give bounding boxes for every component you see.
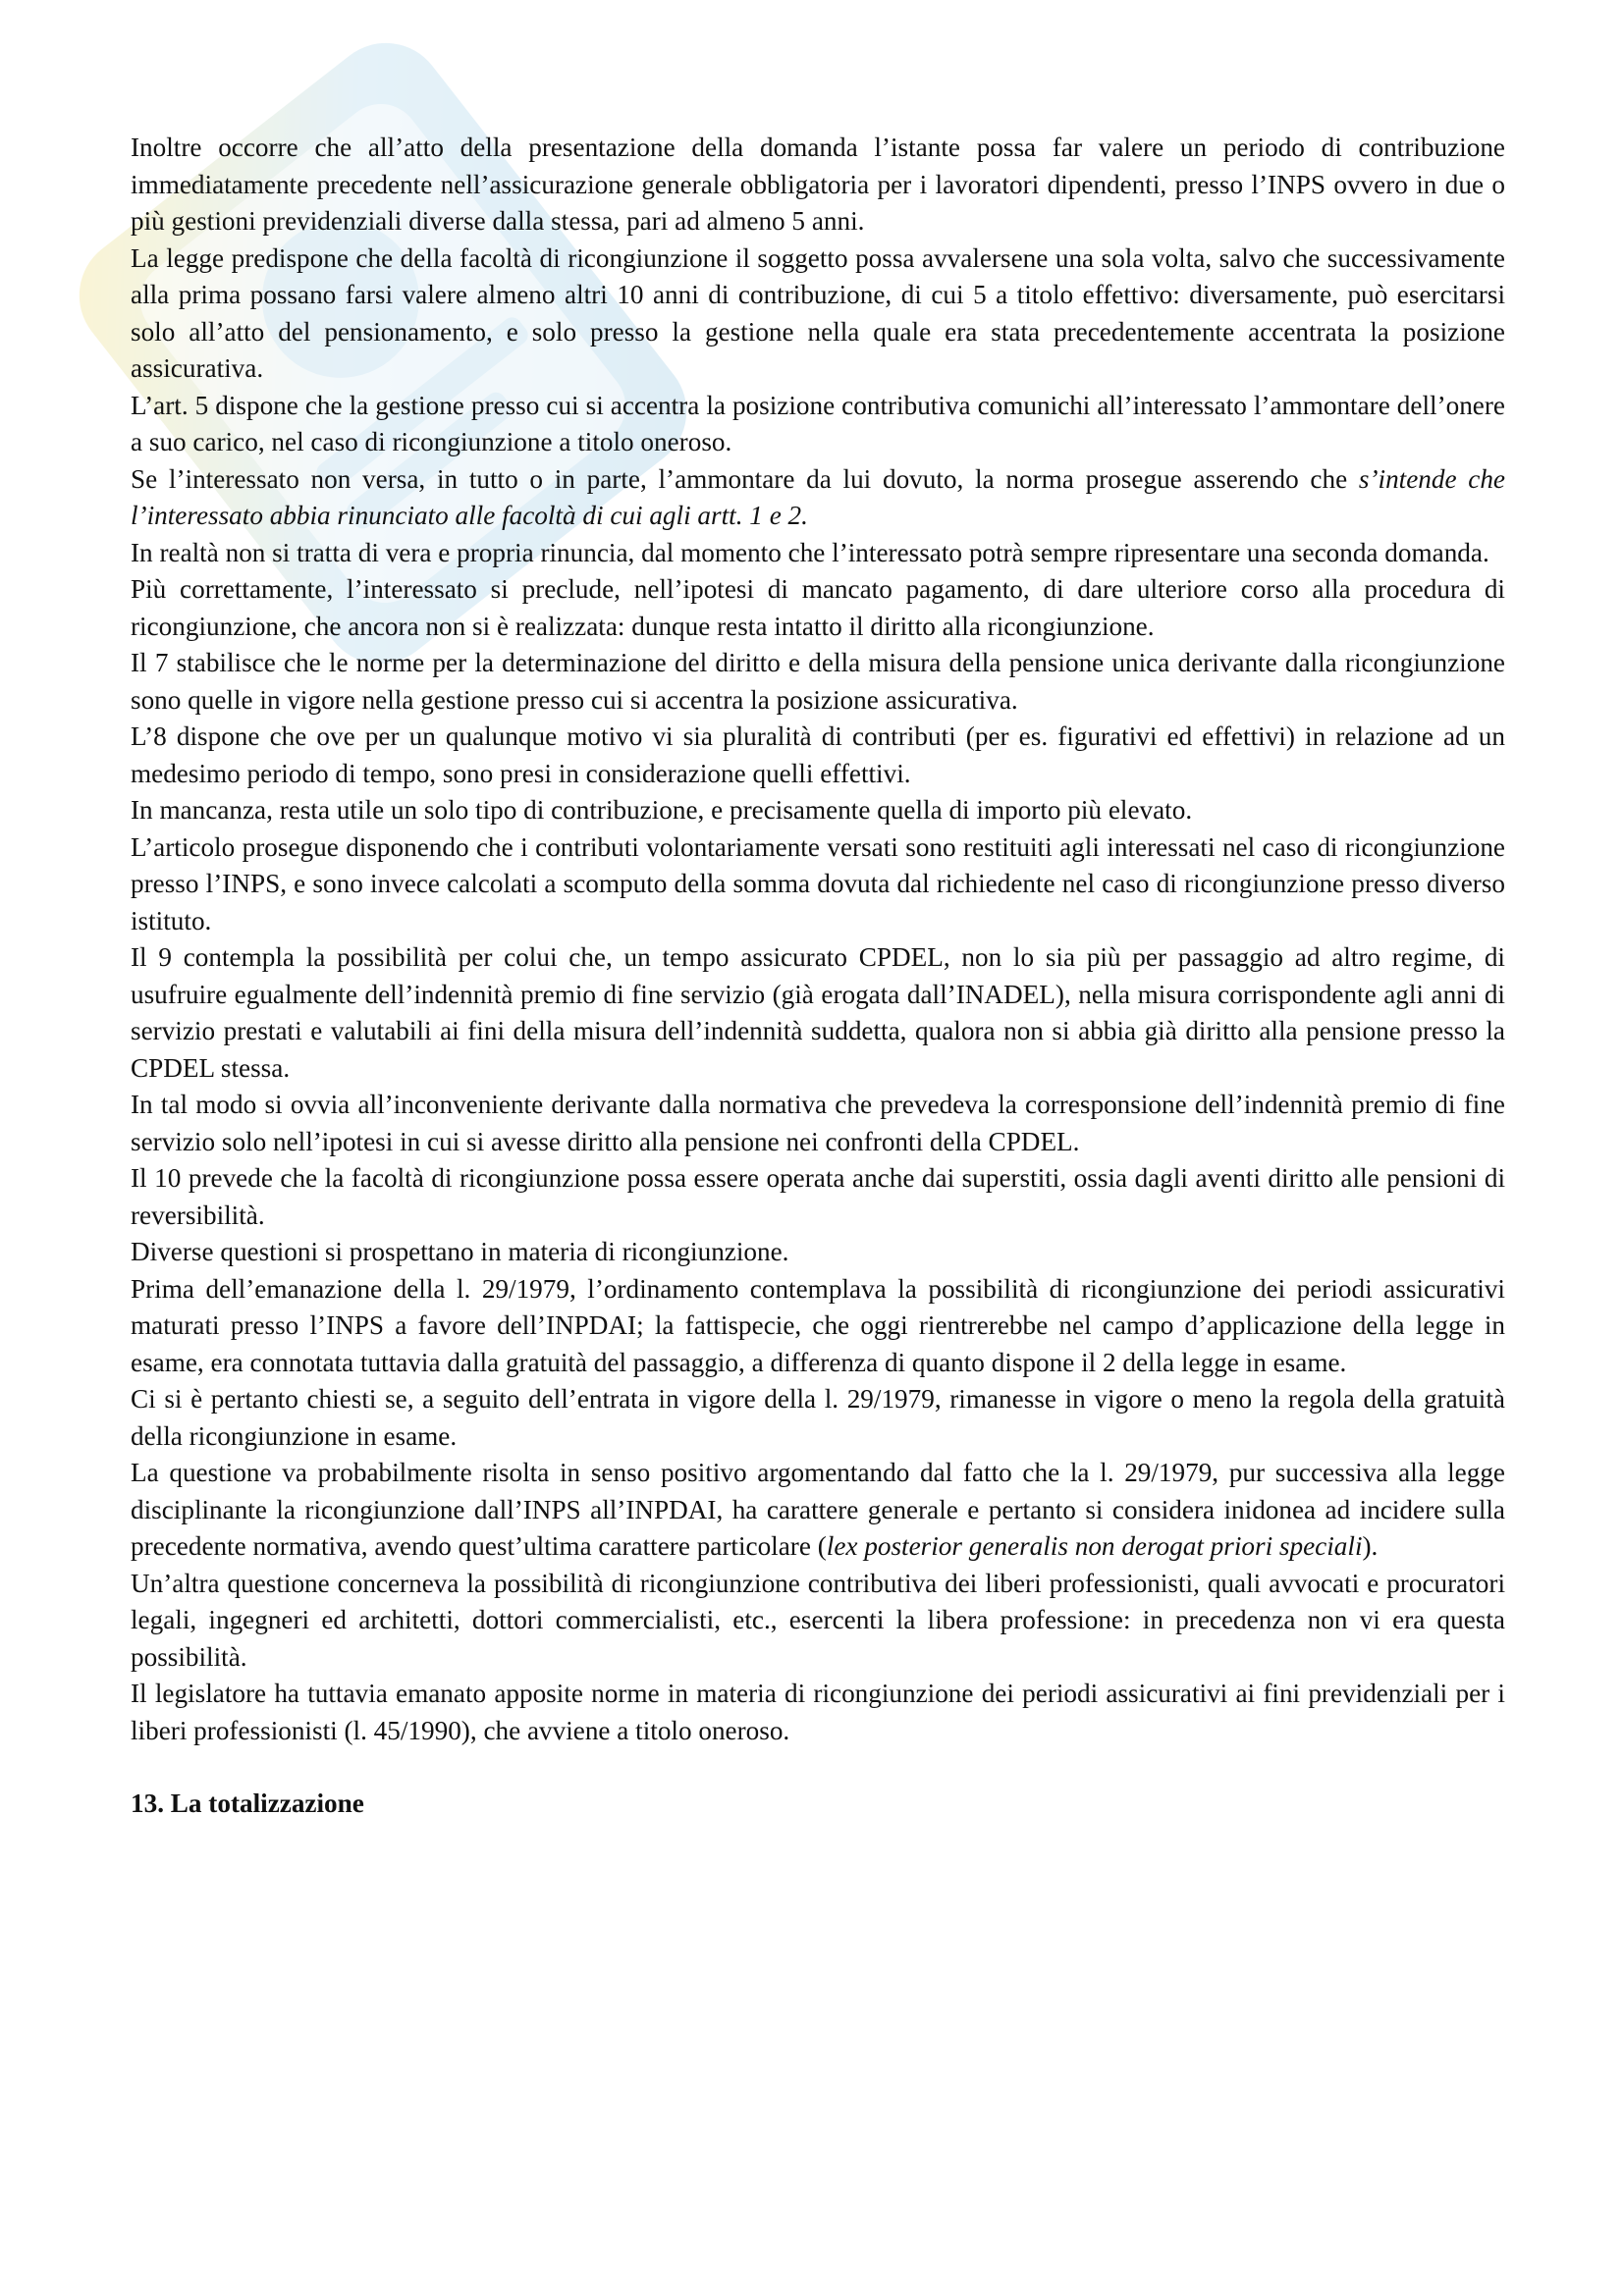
paragraph: L’articolo prosegue disponendo che i contributi volontariamente versati sono restituiti agli interessati nel caso di ricongiunzione presso l’INPS, e sono invece calcolati a scomputo della somma dovuta dal richiedente nel caso di ricongiunzione presso diverso istituto. bbox=[131, 831, 1505, 935]
paragraph: Diverse questioni si prospettano in materia di ricongiunzione. bbox=[131, 1237, 789, 1266]
paragraph: Un’altra questione concerneva la possibilità di ricongiunzione contributiva dei liberi professionisti, quali avvocati e procuratori legali, ingegneri ed architetti, dottori commercialisti, etc., esercenti la libera professione: in precedenza non vi era questa possibilità. bbox=[131, 1568, 1505, 1672]
paragraph-italic-text: lex posterior generalis non derogat priori speciali bbox=[826, 1531, 1363, 1561]
paragraph: Il 10 prevede che la facoltà di ricongiunzione possa essere operata anche dai superstiti, ossia dagli aventi diritto alle pensioni di reversibilità. bbox=[131, 1163, 1505, 1230]
paragraph: Prima dell’emanazione della l. 29/1979, l’ordinamento contemplava la possibilità di ricongiunzione dei periodi assicurativi maturati presso l’INPS a favore dell’INPDAI; la fattispecie, che oggi rientrerebbe nel campo d’applicazione della legge in esame, era connotata tuttavia dalla gratuità del passaggio, a differenza di quanto dispone il 2 della legge in esame. bbox=[131, 1273, 1505, 1377]
paragraph: La legge predispone che della facoltà di ricongiunzione il soggetto possa avvalersene una sola volta, salvo che successivamente alla prima possano farsi valere almeno altri 10 anni di contribuzione, di cui 5 a titolo effettivo: diversamente, può esercitarsi solo all’atto del pensionamento, e solo presso la gestione nella quale era stata precedentemente accentrata la posizione assicurativa. bbox=[131, 242, 1505, 383]
paragraph: In mancanza, resta utile un solo tipo di contribuzione, e precisamente quella di importo più elevato. bbox=[131, 795, 1193, 825]
paragraph: In tal modo si ovvia all’inconveniente derivante dalla normativa che prevedeva la corresponsione dell’indennità premio di fine servizio solo nell’ipotesi in cui si avesse diritto alla pensione nei confronti della CPDEL. bbox=[131, 1090, 1505, 1156]
paragraph: Il 9 contempla la possibilità per colui che, un tempo assicurato CPDEL, non lo sia più per passaggio ad altro regime, di usufruire egualmente dell’indennità premio di fine servizio (già erogata dall’INADEL), nella misura corrispondente agli anni di servizio prestati e valutabili ai fini della misura dell’indennità suddetta, qualora non si abbia già diritto alla pensione presso la CPDEL stessa. bbox=[131, 942, 1505, 1083]
paragraph: L’8 dispone che ove per un qualunque motivo vi sia pluralità di contributi (per es. figurativi ed effettivi) in relazione ad un medesimo periodo di tempo, sono presi in considerazione quelli effettivi. bbox=[131, 721, 1505, 788]
paragraph: Ci si è pertanto chiesti se, a seguito dell’entrata in vigore della l. 29/1979, rimanesse in vigore o meno la regola della gratuità della ricongiunzione in esame. bbox=[131, 1384, 1505, 1451]
paragraph-text: ). bbox=[1362, 1531, 1379, 1561]
paragraph: Il legislatore ha tuttavia emanato apposite norme in materia di ricongiunzione dei periodi assicurativi ai fini previdenziali per i liberi professionisti (l. 45/1990), che avviene a titolo oneroso. bbox=[131, 1679, 1505, 1745]
paragraph bbox=[131, 461, 1505, 535]
document-body bbox=[131, 130, 1505, 1823]
section-heading: 13. La totalizzazione bbox=[131, 1789, 364, 1818]
paragraph: Il 7 stabilisce che le norme per la determinazione del diritto e della misura della pensione unica derivante dalla ricongiunzione sono quelle in vigore nella gestione presso cui si accentra la posizione assicurativa. bbox=[131, 648, 1505, 715]
paragraph-italic-text: s’intende che l’interessato abbia rinunciato alle facoltà di cui agli artt. 1 e 2. bbox=[131, 463, 1505, 530]
paragraph bbox=[131, 1455, 1505, 1566]
paragraph: In realtà non si tratta di vera e propria rinuncia, dal momento che l’interessato potrà sempre ripresentare una seconda domanda. bbox=[131, 537, 1489, 567]
paragraph: Più correttamente, l’interessato si preclude, nell’ipotesi di mancato pagamento, di dare ulteriore corso alla procedura di ricongiunzione, che ancora non si è realizzata: dunque resta intatto il diritto alla ricongiunzione. bbox=[131, 574, 1505, 641]
paragraph-text: La questione va probabilmente risolta in senso positivo argomentando dal fatto che la l. 29/1979, pur successiva alla legge disciplinante la ricongiunzione dall’INPS all’INPDAI, ha carattere generale e pertanto si considera inidonea ad incidere sulla precedente normativa, avendo quest’ultima carattere particolare ( bbox=[131, 1458, 1505, 1561]
paragraph-text: Se l’interessato non versa, in tutto o in parte, l’ammontare da lui dovuto, la norma prosegue asserendo che bbox=[131, 463, 1359, 494]
paragraph: L’art. 5 dispone che la gestione presso cui si accentra la posizione contributiva comunichi all’interessato l’ammontare dell’onere a suo carico, nel caso di ricongiunzione a titolo oneroso. bbox=[131, 390, 1505, 456]
paragraph: Inoltre occorre che all’atto della presentazione della domanda l’istante possa far valere un periodo di contribuzione immediatamente precedente nell’assicurazione generale obbligatoria per i lavoratori dipendenti, presso l’INPS ovvero in due o più gestioni previdenziali diverse dalla stessa, pari ad almeno 5 anni. bbox=[131, 133, 1505, 236]
